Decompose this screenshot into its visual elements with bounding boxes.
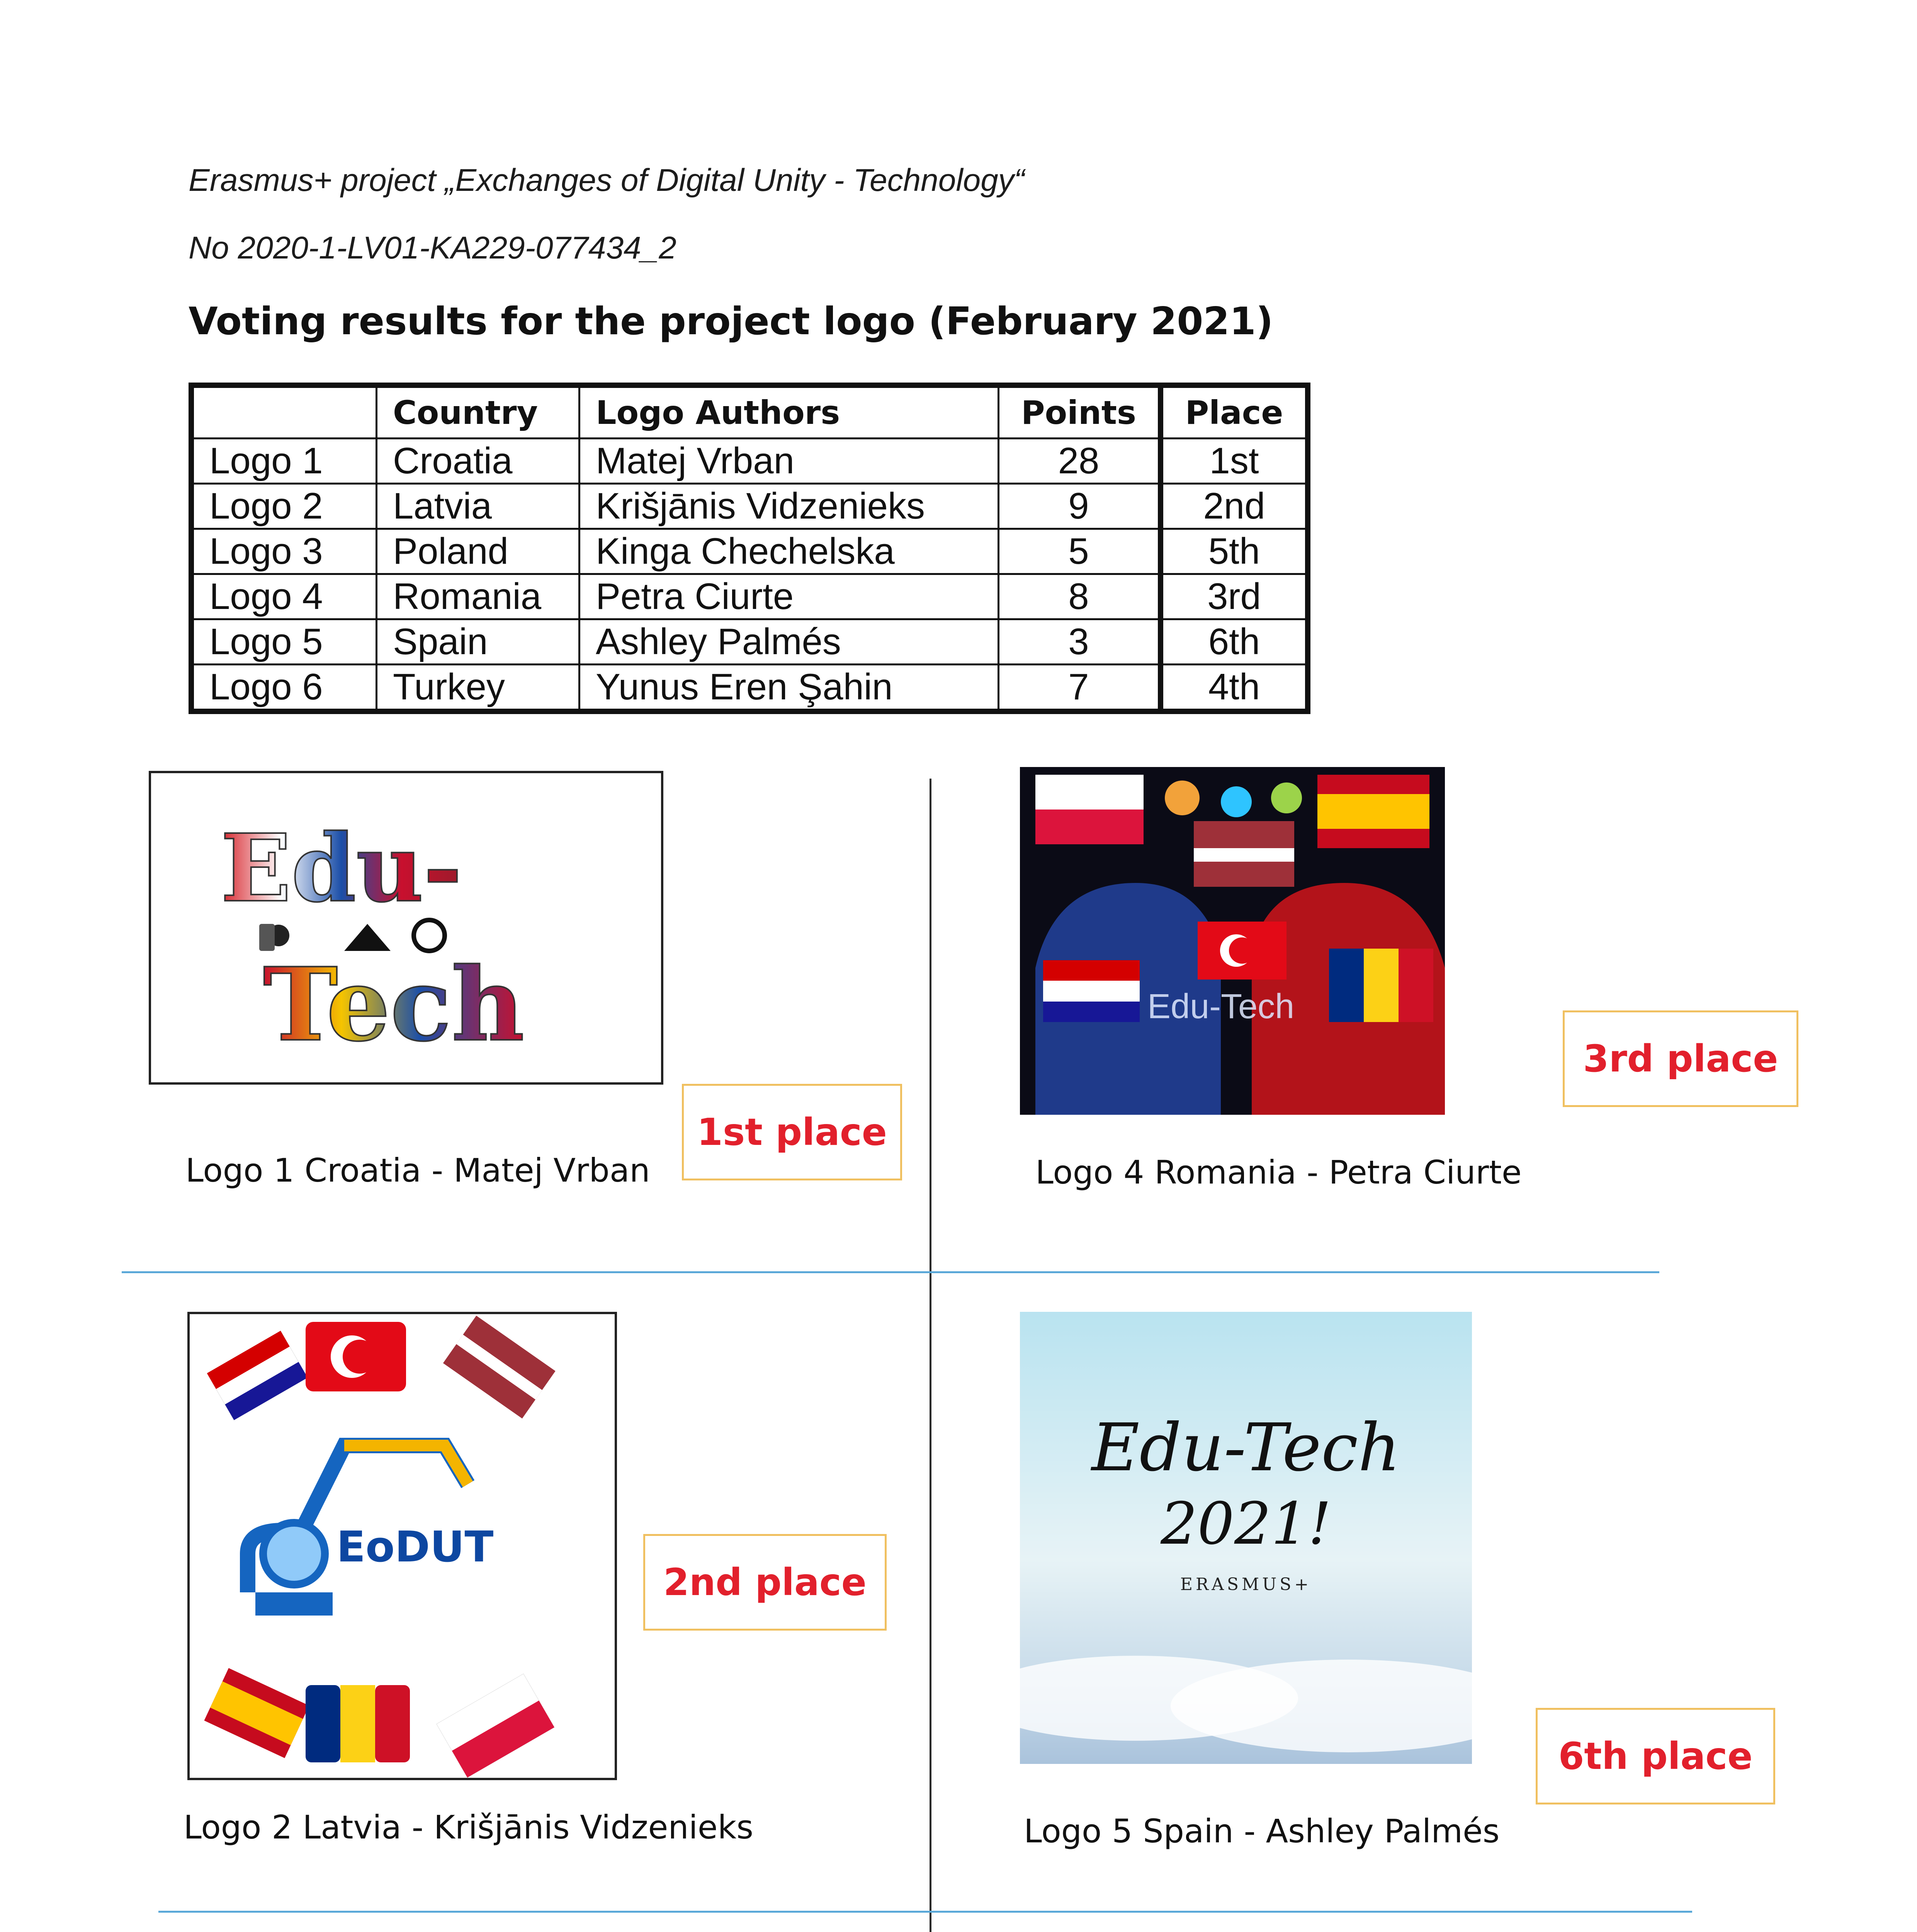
- table-row: [191, 665, 1308, 712]
- cell-country: Poland: [377, 529, 580, 574]
- logo-5-text-2: 2021!: [1160, 1490, 1332, 1558]
- cell-place: 6th: [1161, 619, 1308, 665]
- cell-logo: Logo 2: [191, 484, 377, 529]
- cell-place: 3rd: [1161, 574, 1308, 619]
- cell-logo: Logo 3: [191, 529, 377, 574]
- table-row: [191, 529, 1308, 574]
- cell-author: Matej Vrban: [580, 439, 999, 484]
- table-row: [191, 439, 1308, 484]
- cell-author: Krišjānis Vidzenieks: [580, 484, 999, 529]
- cell-author: Ashley Palmés: [580, 619, 999, 665]
- logo-2-text: EoDUT: [336, 1522, 494, 1571]
- cell-logo: Logo 6: [191, 665, 377, 712]
- cell-country: Turkey: [377, 665, 580, 712]
- cell-points: 7: [999, 665, 1161, 712]
- horizontal-divider-1: [122, 1271, 1659, 1273]
- cell-country: Spain: [377, 619, 580, 665]
- cell-author: Yunus Eren Şahin: [580, 665, 999, 712]
- cell-points: 3: [999, 619, 1161, 665]
- cell-place: 2nd: [1161, 484, 1308, 529]
- page-title: Voting results for the project logo (February 2021): [189, 299, 1273, 344]
- logo-1-caption: Logo 1 Croatia - Matej Vrban: [185, 1151, 650, 1189]
- cell-logo: Logo 4: [191, 574, 377, 619]
- logo-1-image: [149, 771, 663, 1085]
- table-row: [191, 619, 1308, 665]
- cell-author: Petra Ciurte: [580, 574, 999, 619]
- project-line: Erasmus+ project „Exchanges of Digital Unity - Technology“: [189, 163, 1025, 198]
- logo-5-caption: Logo 5 Spain - Ashley Palmés: [1024, 1812, 1500, 1850]
- vertical-divider: [930, 779, 931, 1932]
- logo-5-text-1: Edu-Tech: [1091, 1410, 1400, 1486]
- logo-2-caption: Logo 2 Latvia - Krišjānis Vidzenieks: [184, 1808, 754, 1846]
- cell-points: 8: [999, 574, 1161, 619]
- cell-country: Croatia: [377, 439, 580, 484]
- logo-4-image: [1020, 767, 1445, 1115]
- cell-place: 4th: [1161, 665, 1308, 712]
- cell-points: 9: [999, 484, 1161, 529]
- cell-place: 5th: [1161, 529, 1308, 574]
- logo-4-text: Edu-Tech: [1147, 987, 1295, 1026]
- cell-logo: Logo 5: [191, 619, 377, 665]
- logo-2-place-badge: 2nd place: [643, 1534, 887, 1631]
- logo-4-place-badge: 3rd place: [1563, 1010, 1798, 1107]
- logo-2-image: [187, 1312, 617, 1780]
- logo-1-text-bottom: Tech: [263, 946, 525, 1064]
- logo-5-text-3: ERASMUS+: [1180, 1575, 1312, 1594]
- table-row: [191, 484, 1308, 529]
- logo-4-caption: Logo 4 Romania - Petra Ciurte: [1035, 1153, 1522, 1191]
- table-row: [191, 574, 1308, 619]
- project-number: No 2020-1-LV01-KA229-077434_2: [189, 230, 676, 265]
- cell-points: 5: [999, 529, 1161, 574]
- cell-logo: Logo 1: [191, 439, 377, 484]
- table-header-place: Place: [1161, 385, 1308, 439]
- cell-country: Latvia: [377, 484, 580, 529]
- table-header-country: Country: [377, 385, 580, 439]
- table-header-points: Points: [999, 385, 1161, 439]
- table-header-authors: Logo Authors: [580, 385, 999, 439]
- table-header-row: [191, 385, 1308, 439]
- table-header-logo: [191, 385, 377, 439]
- horizontal-divider-2: [158, 1911, 1692, 1913]
- logo-5-place-badge: 6th place: [1536, 1708, 1775, 1804]
- cell-country: Romania: [377, 574, 580, 619]
- logo-5-image: [1020, 1312, 1472, 1764]
- cell-place: 1st: [1161, 439, 1308, 484]
- logo-1-text-top: Edu-: [221, 814, 462, 923]
- cell-author: Kinga Chechelska: [580, 529, 999, 574]
- logo-1-place-badge: 1st place: [682, 1084, 902, 1180]
- cell-points: 28: [999, 439, 1161, 484]
- results-table: [189, 383, 1310, 714]
